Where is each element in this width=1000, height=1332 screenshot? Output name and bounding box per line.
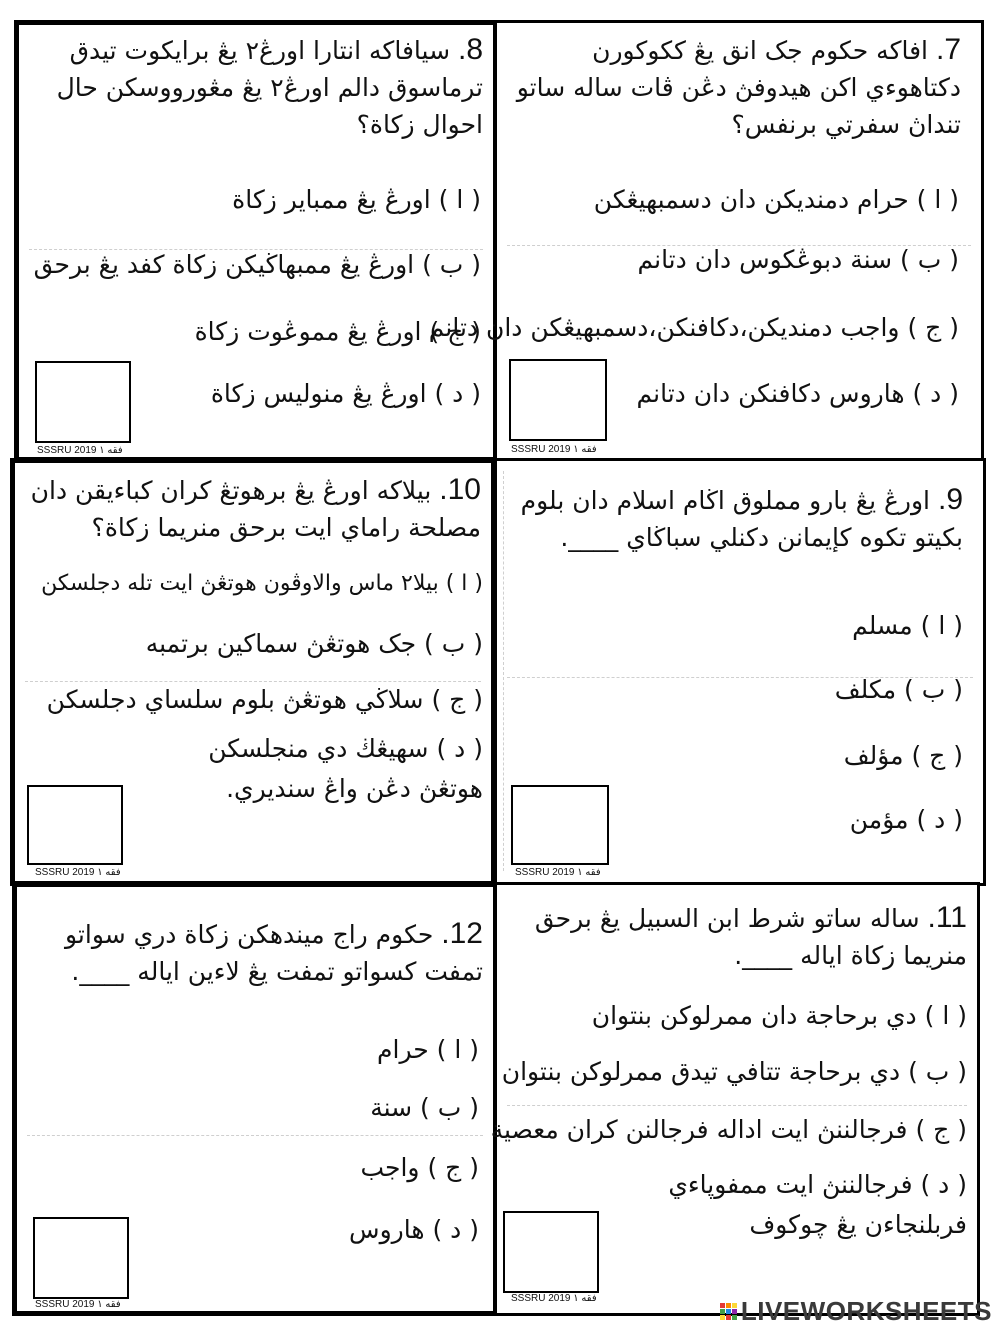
answer-box[interactable] <box>27 785 123 865</box>
question-text <box>47 915 483 990</box>
fold-line <box>27 1135 483 1136</box>
fold-line-vertical <box>503 471 504 871</box>
fold-line <box>507 1105 967 1106</box>
question-text <box>509 481 963 556</box>
option-alif[interactable]: ( ا ) حرام دمنديكن دان دسمبهيڠكن <box>593 185 959 214</box>
question-number: 9. <box>937 483 963 516</box>
question-text <box>507 31 961 143</box>
question-number: 10. <box>439 473 481 506</box>
question-number: 8. <box>457 33 483 66</box>
question-text <box>509 899 967 974</box>
question-body: سيافاكه انتارا اورڠ٢ يڠ برايكوت تيدق ترماسوق دالم اورڠ٢ يڠ مڠورووسكن حال احوال زكاة؟ <box>56 36 483 139</box>
option-dal[interactable]: ( د ) هاروس <box>349 1215 479 1244</box>
question-body: ساله ساتو شرط ابن السبيل يڠ برحق منريما زكاة اياله ____. <box>534 904 967 970</box>
fold-line <box>25 681 481 682</box>
answer-box[interactable] <box>511 785 609 865</box>
question-body: بيلاكه اورڠ يڠ برهوتڠ كران كباءيقن دان مصلحة راماي ايت برحق منريما زكاة؟ <box>30 476 481 542</box>
question-body: افاكه حكوم جک انق يڠ ككوكورن دكتاهوءي اكن هيدوفڽ دڠن ڤات ساله ساتو تنداڽ سفرتي برنفس؟ <box>516 36 961 139</box>
logo-mark-icon <box>720 1303 737 1320</box>
option-dal[interactable]: ( د ) سهيڠڬ دي منجلسكن هوتڠڽ دڠن واڠ سنديري. <box>208 734 483 803</box>
option-jim[interactable]: ( ج ) واجب <box>360 1153 479 1182</box>
footer-label: SSSRU 2019 فقه ١ <box>37 445 123 456</box>
answer-box[interactable] <box>33 1217 129 1299</box>
option-jim[interactable]: ( ج ) اورڠ يڠ مموڠوت زكاة <box>194 317 481 346</box>
option-jim[interactable]: ( ج ) مؤلف <box>843 741 963 770</box>
option-jim[interactable]: ( ج ) سلاڬي هوتڠڽ بلوم سلساي دجلسكن <box>46 685 483 714</box>
question-card-9 <box>494 458 986 886</box>
footer-label: SSSRU 2019 فقه ١ <box>511 444 597 455</box>
option-ba[interactable]: ( ب ) اورڠ يڠ ممبهاڬيكن زكاة كفد يڠ برحق <box>33 250 481 279</box>
question-body: اورڠ يڠ بارو مملوق اڬام اسلام دان بلوم بكيتو تكوه كإيمانن دكنلي سباڬاي ____. <box>520 486 963 552</box>
option-ba[interactable]: ( ب ) جک هوتڠڽ سماكين برتمبه <box>145 629 483 658</box>
option-dal[interactable]: ( د ) فرجالننڽ ايت ممفوڽاءي فربلنجاءن يڠ چوكوف <box>668 1170 967 1239</box>
option-alif[interactable]: ( ا ) دي برحاجة دان ممرلوكن بنتوان <box>591 1001 967 1030</box>
answer-box[interactable] <box>35 361 131 443</box>
footer-label: SSSRU 2019 فقه ١ <box>35 867 121 878</box>
option-alif[interactable]: ( ا ) بيلا٢ ماس والاوڤون هوتڠڽ ايت تله دجلسكن <box>41 571 483 596</box>
question-card-11 <box>490 882 980 1316</box>
question-number: 11. <box>927 901 967 934</box>
liveworksheets-logo <box>720 1296 992 1327</box>
option-ba[interactable]: ( ب ) مكلف <box>834 675 963 704</box>
option-dal[interactable]: ( د ) هاروس دكافنكن دان دتانم <box>636 379 959 408</box>
answer-box[interactable] <box>509 359 607 441</box>
question-card-8 <box>14 20 498 462</box>
option-ba[interactable]: ( ب ) سنة <box>370 1093 479 1122</box>
option-dal[interactable]: ( د ) مؤمن <box>849 805 963 834</box>
question-number: 7. <box>935 33 961 66</box>
footer-label: SSSRU 2019 فقه ١ <box>511 1293 597 1304</box>
answer-box[interactable] <box>503 1211 599 1293</box>
option-alif[interactable]: ( ا ) مسلم <box>852 611 963 640</box>
logo-text: LIVEWORKSHEETS <box>740 1296 992 1326</box>
question-card-12 <box>12 882 498 1316</box>
question-text <box>29 31 483 143</box>
footer-label: SSSRU 2019 فقه ١ <box>35 1299 121 1310</box>
question-number: 12. <box>441 917 483 950</box>
footer-label: SSSRU 2019 فقه ١ <box>515 867 601 878</box>
option-ba[interactable]: ( ب ) سنة دبوڠكوس دان دتانم <box>637 245 959 274</box>
option-jim[interactable]: ( ج ) واجب دمنديكن،دكافنكن،دسمبهيڠكن دان دتانم <box>428 313 959 342</box>
question-card-10 <box>10 458 496 886</box>
option-ba[interactable]: ( ب ) دي برحاجة تتافي تيدق ممرلوكن بنتوان <box>501 1057 967 1086</box>
option-alif[interactable]: ( ا ) حرام <box>377 1035 479 1064</box>
option-jim[interactable]: ( ج ) فرجالننڽ ايت اداله فرجالنن كران معصية <box>490 1115 967 1144</box>
question-card-7 <box>428 20 984 462</box>
question-body: حكوم راج ميندهكن زكاة دري سواتو تمفت كسواتو تمفت يڠ لاءين اياله ____. <box>65 920 483 986</box>
question-text <box>25 471 481 546</box>
option-alif[interactable]: ( ا ) اورڠ يڠ ممباير زكاة <box>232 185 481 214</box>
option-dal[interactable]: ( د ) اورڠ يڠ منوليس زكاة <box>210 379 481 408</box>
